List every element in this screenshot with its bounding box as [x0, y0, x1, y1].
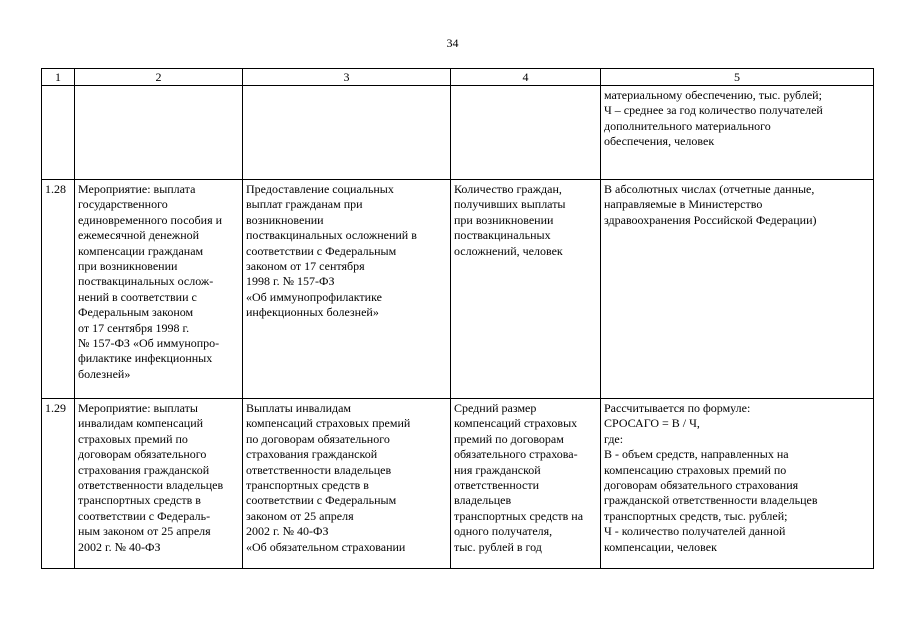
cell-activity: [75, 180, 243, 399]
row-number: 1.28: [42, 180, 75, 399]
text-line: компенсаций страховых премий: [246, 416, 411, 431]
indicators-table: [41, 68, 874, 569]
text-line: страхования гражданской: [78, 462, 210, 477]
text-line: возникновении: [246, 212, 324, 227]
text-line: ответственности владельцев: [78, 478, 224, 493]
text-line: ответственности владельцев: [246, 462, 392, 477]
cell-method: [601, 399, 874, 569]
text-line: поствакцинальных ослож-: [78, 274, 214, 289]
text-line: филактике инфекционных: [78, 351, 213, 366]
text-line: инфекционных болезней»: [246, 305, 379, 320]
text-line: соответствии с Федеральным: [246, 493, 397, 508]
text-line: при возникновении: [454, 212, 554, 227]
text-line: транспортных средств в: [78, 493, 201, 508]
text-line: 2002 г. № 40-ФЗ: [78, 539, 161, 554]
text-line: страховых премий по: [78, 431, 188, 446]
text-line: материальному обеспечению, тыс. рублей;: [604, 88, 822, 102]
text-line: ежемесячной денежной: [78, 228, 200, 243]
header-row: [42, 69, 874, 86]
table-row: [42, 86, 874, 180]
text-line: ным законом от 25 апреля: [78, 524, 211, 539]
text-line: тыс. рублей в год: [454, 539, 542, 554]
text-line: «Об иммунопрофилактике: [246, 289, 382, 304]
table-row: [42, 399, 874, 569]
header-col-5: 5: [601, 69, 874, 86]
text-line: нений в соответствии с: [78, 289, 197, 304]
text-line: от 17 сентября 1998 г.: [78, 320, 190, 335]
text-line: Мероприятие: выплаты: [78, 401, 198, 415]
text-line: транспортных средств, тыс. рублей;: [604, 508, 788, 523]
row-number: 1.29: [42, 399, 75, 569]
cell-description: [243, 86, 451, 180]
text-line: Мероприятие: выплата: [78, 182, 196, 196]
text-line: направляемые в Министерство: [604, 197, 763, 212]
cell-indicator: [451, 86, 601, 180]
text-line: получивших выплаты: [454, 197, 566, 212]
text-line: при возникновении: [78, 259, 178, 274]
text-line: соответствии с Федераль-: [78, 508, 211, 523]
cell-indicator: [451, 399, 601, 569]
text-line: законом от 17 сентября: [246, 259, 365, 274]
text-line: 1998 г. № 157-ФЗ: [246, 274, 335, 289]
text-line: компенсаций страховых: [454, 416, 578, 431]
text-line: компенсацию страховых премий по: [604, 462, 787, 477]
text-line: Количество граждан,: [454, 182, 562, 196]
cell-description: [243, 399, 451, 569]
text-line: здравоохранения Российской Федерации): [604, 212, 817, 227]
cell-indicator: [451, 180, 601, 399]
text-line: № 157-ФЗ «Об иммунопро-: [78, 336, 220, 351]
text-line: СРОСАГО = В / Ч,: [604, 416, 700, 431]
header-col-3: 3: [243, 69, 451, 86]
text-line: законом от 25 апреля: [246, 508, 354, 523]
cell-description: [243, 180, 451, 399]
text-line: Федеральным законом: [78, 305, 194, 320]
text-line: поствакцинальных: [454, 228, 551, 243]
text-line: Рассчитывается по формуле:: [604, 401, 751, 415]
text-line: Предоставление социальных: [246, 182, 394, 196]
header-col-4: 4: [451, 69, 601, 86]
table-row: [42, 180, 874, 399]
cell-activity: [75, 399, 243, 569]
text-line: болезней»: [78, 366, 131, 381]
cell-method: [601, 86, 874, 180]
text-line: единовременного пособия и: [78, 212, 223, 227]
text-line: Ч – среднее за год количество получателей: [604, 103, 823, 118]
text-line: по договорам обязательного: [246, 431, 390, 446]
text-line: одного получателя,: [454, 524, 553, 539]
text-line: В абсолютных числах (отчетные данные,: [604, 182, 815, 196]
text-line: поствакцинальных осложнений в: [246, 228, 417, 243]
text-line: страхования гражданской: [246, 447, 378, 462]
cell-method: [601, 180, 874, 399]
text-line: транспортных средств в: [246, 478, 369, 493]
text-line: «Об обязательном страховании: [246, 539, 406, 554]
text-line: В - объем средств, направленных на: [604, 447, 789, 462]
text-line: инвалидам компенсаций: [78, 416, 204, 431]
text-line: ния гражданской: [454, 462, 541, 477]
text-line: владельцев: [454, 493, 512, 508]
row-number: [42, 86, 75, 180]
text-line: государственного: [78, 197, 168, 212]
text-line: Выплаты инвалидам: [246, 401, 352, 415]
text-line: где:: [604, 431, 624, 446]
page-number: 34: [446, 36, 459, 50]
text-line: Ч - количество получателей данной: [604, 524, 786, 539]
text-line: договорам обязательного: [78, 447, 207, 462]
text-line: компенсации, человек: [604, 539, 717, 554]
text-line: дополнительного материального: [604, 118, 771, 133]
text-line: ответственности: [454, 478, 540, 493]
text-line: обеспечения, человек: [604, 134, 715, 149]
text-line: компенсации гражданам: [78, 243, 204, 258]
text-line: премий по договорам: [454, 431, 564, 446]
text-line: гражданской ответственности владельцев: [604, 493, 818, 508]
text-line: обязательного страхова-: [454, 447, 578, 462]
header-col-2: 2: [75, 69, 243, 86]
text-line: соответствии с Федеральным: [246, 243, 397, 258]
text-line: осложнений, человек: [454, 243, 563, 258]
cell-activity: [75, 86, 243, 180]
text-line: выплат гражданам при: [246, 197, 363, 212]
text-line: транспортных средств на: [454, 508, 584, 523]
text-line: договорам обязательного страхования: [604, 478, 799, 493]
text-line: 2002 г. № 40-ФЗ: [246, 524, 329, 539]
text-line: Средний размер: [454, 401, 537, 415]
header-col-1: 1: [42, 69, 75, 86]
